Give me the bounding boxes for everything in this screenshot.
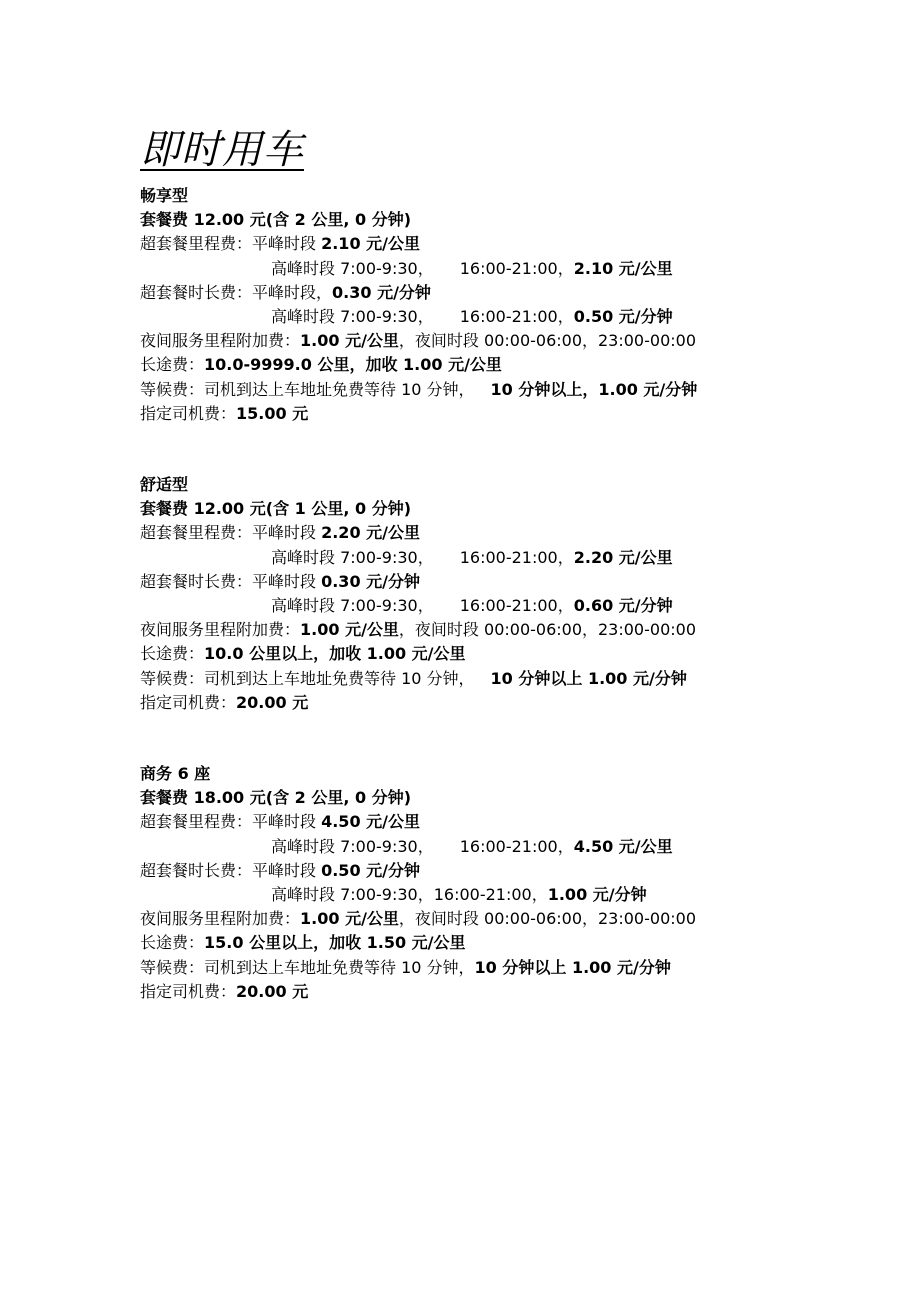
fare-section-business-6 — [140, 762, 696, 1004]
over-distance-peak-line: 高峰时段 7:00-9:30， 16:00-21:00，4.50 元/公里 — [271, 836, 673, 856]
package-fee-line: 套餐费 18.00 元(含 2 公里, 0 分钟) — [140, 788, 412, 808]
over-distance-offpeak-line: 超套餐里程费：平峰时段 4.50 元/公里 — [140, 812, 420, 832]
waiting-fee-line: 等候费：司机到达上车地址免费等待 10 分钟，10 分钟以上 1.00 元/分钟 — [140, 957, 671, 977]
section-heading: 商务 6 座 — [140, 764, 211, 783]
over-time-peak-line: 高峰时段 7:00-9:30， 16:00-21:00，0.60 元/分钟 — [271, 595, 673, 615]
over-distance-offpeak-line: 超套餐里程费：平峰时段 2.20 元/公里 — [140, 523, 420, 543]
waiting-fee-line: 等候费：司机到达上车地址免费等待 10 分钟， 10 分钟以上 1.00 元/分钟 — [140, 668, 687, 688]
package-fee-line: 套餐费 12.00 元(含 2 公里, 0 分钟) — [140, 210, 412, 230]
waiting-fee-line: 等候费：司机到达上车地址免费等待 10 分钟， 10 分钟以上，1.00 元/分钟 — [140, 379, 698, 399]
designated-driver-line: 指定司机费：20.00 元 — [140, 692, 309, 712]
over-distance-peak-line: 高峰时段 7:00-9:30， 16:00-21:00，2.10 元/公里 — [271, 258, 673, 278]
section-heading: 畅享型 — [140, 186, 189, 205]
fare-section-shushi — [140, 473, 696, 715]
over-time-offpeak-line: 超套餐时长费：平峰时段，0.30 元/分钟 — [140, 282, 431, 302]
over-distance-offpeak-line: 超套餐里程费：平峰时段 2.10 元/公里 — [140, 234, 420, 254]
over-distance-peak-line: 高峰时段 7:00-9:30， 16:00-21:00，2.20 元/公里 — [271, 547, 673, 567]
over-time-offpeak-line: 超套餐时长费：平峰时段 0.30 元/分钟 — [140, 571, 420, 591]
designated-driver-line: 指定司机费：15.00 元 — [140, 403, 309, 423]
night-surcharge-line: 夜间服务里程附加费：1.00 元/公里，夜间时段 00:00-06:00，23:00-00:00 — [140, 620, 696, 640]
package-fee-line: 套餐费 12.00 元(含 1 公里, 0 分钟) — [140, 499, 412, 519]
night-surcharge-line: 夜间服务里程附加费：1.00 元/公里，夜间时段 00:00-06:00，23:00-00:00 — [140, 331, 696, 351]
over-time-peak-line: 高峰时段 7:00-9:30，16:00-21:00，1.00 元/分钟 — [271, 884, 647, 904]
over-time-offpeak-line: 超套餐时长费：平峰时段 0.50 元/分钟 — [140, 860, 420, 880]
long-distance-line: 长途费：10.0 公里以上，加收 1.00 元/公里 — [140, 644, 466, 664]
long-distance-line: 长途费：15.0 公里以上，加收 1.50 元/公里 — [140, 933, 466, 953]
long-distance-line: 长途费：10.0-9999.0 公里，加收 1.00 元/公里 — [140, 355, 502, 375]
designated-driver-line: 指定司机费：20.00 元 — [140, 981, 309, 1001]
over-time-peak-line: 高峰时段 7:00-9:30， 16:00-21:00，0.50 元/分钟 — [271, 306, 673, 326]
page-title: 即时用车 — [140, 127, 304, 173]
section-heading: 舒适型 — [140, 475, 189, 494]
fare-section-changxiang — [140, 184, 697, 426]
night-surcharge-line: 夜间服务里程附加费：1.00 元/公里，夜间时段 00:00-06:00，23:00-00:00 — [140, 909, 696, 929]
